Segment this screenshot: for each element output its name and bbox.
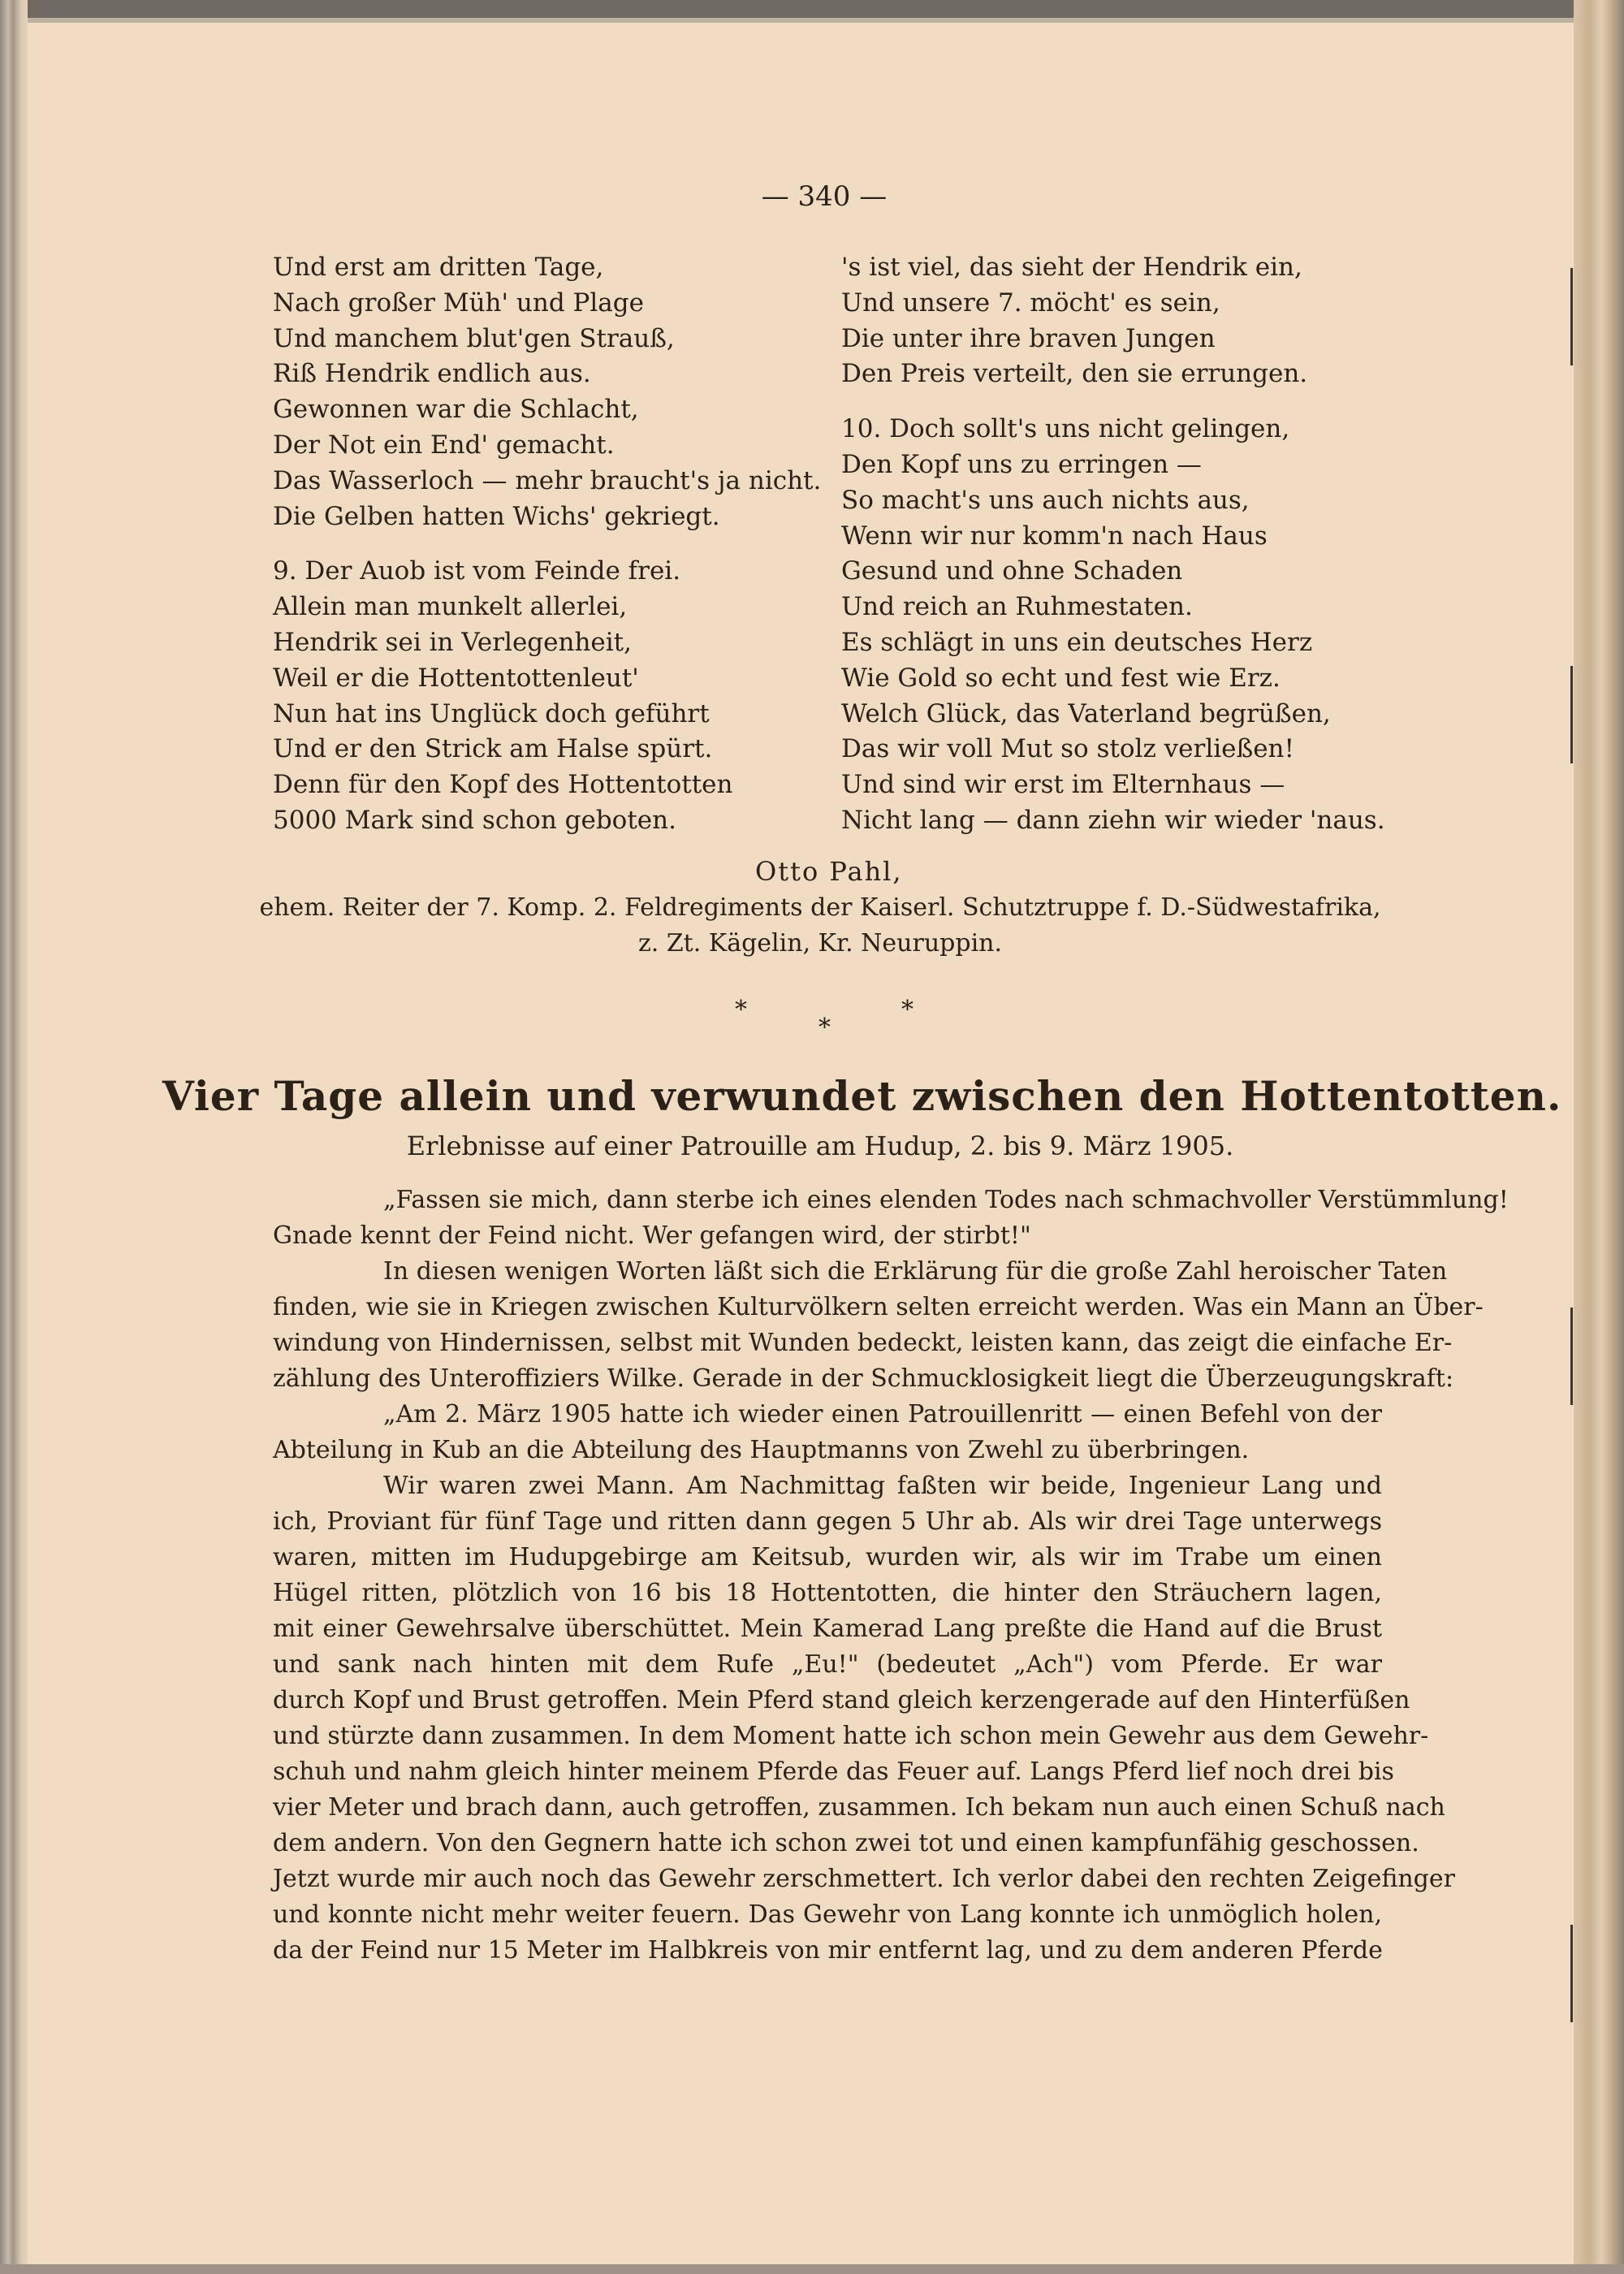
poem-line: Und unsere 7. möcht' es sein, — [841, 287, 1220, 318]
poem-line: Die unter ihre braven Jungen — [841, 323, 1216, 353]
article-line: „Am 2. März 1905 hatte ich wieder einen Patrouillenritt — einen Befehl von der — [383, 1400, 1382, 1429]
poem-line: 10. Doch sollt's uns nicht gelingen, — [841, 414, 1290, 444]
scan-top-border — [0, 0, 1624, 18]
poem-line: Den Preis verteilt, den sie errungen. — [841, 359, 1308, 389]
stanza-gap — [273, 534, 841, 554]
article-line: Gnade kennt der Feind nicht. Wer gefangen wird, der stirbt!" — [273, 1221, 1031, 1250]
article-line: Wir waren zwei Mann. Am Nachmittag faßten wir beide, Ingenieur Lang und — [383, 1472, 1382, 1500]
poem-line: Riß Hendrik endlich aus. — [273, 359, 591, 389]
page-right-edge — [1574, 0, 1624, 2274]
separator-star: * — [735, 996, 747, 1024]
poem-line: Und reich an Ruhmestaten. — [841, 592, 1193, 622]
poem-line: 9. Der Auob ist vom Feinde frei. — [273, 556, 681, 586]
poem-line: Wie Gold so echt und fest wie Erz. — [841, 663, 1281, 693]
poem-line: Das Wasserloch — mehr braucht's ja nicht. — [273, 465, 822, 495]
poem-line: Denn für den Kopf des Hottentotten — [273, 770, 733, 800]
book-spine-edge — [0, 0, 28, 2274]
poem-line: Das wir voll Mut so stolz verließen! — [841, 734, 1294, 764]
article-line: waren, mitten im Hudupgebirge am Keitsub, wurden wir, als wir im Trabe um einen — [273, 1543, 1382, 1571]
article-line: zählung des Unteroffiziers Wilke. Gerade in der Schmucklosigkeit liegt die Überzeugungskraft: — [273, 1364, 1454, 1393]
poem-line: Und er den Strick am Halse spürt. — [273, 734, 713, 764]
poem-line: Nicht lang — dann ziehn wir wieder 'naus. — [841, 805, 1385, 835]
poem-line: Und manchem blut'gen Strauß, — [273, 323, 675, 353]
poem-line: 's ist viel, das sieht der Hendrik ein, — [841, 253, 1302, 282]
poem-line: Hendrik sei in Verlegenheit, — [273, 627, 632, 657]
poem-line: Wenn wir nur komm'n nach Haus — [841, 521, 1268, 551]
poem-line: So macht's uns auch nichts aus, — [841, 485, 1250, 515]
article-line: Abteilung in Kub an die Abteilung des Hauptmanns von Zwehl zu überbringen. — [273, 1436, 1250, 1464]
margin-mark — [1570, 268, 1573, 365]
separator-star: * — [818, 1014, 831, 1042]
article-subtitle: Erlebnisse auf einer Patrouille am Hudup, 2. bis 9. März 1905. — [406, 1131, 1234, 1161]
scan-top-border-light — [0, 18, 1624, 23]
scan-bottom-border — [0, 2264, 1624, 2274]
article-line: Hügel ritten, plötzlich von 16 bis 18 Hottentotten, die hinter den Sträuchern lagen, — [273, 1579, 1382, 1607]
signature-affiliation: ehem. Reiter der 7. Komp. 2. Feldregiments der Kaiserl. Schutztruppe f. D.-Südwestafrika, — [259, 893, 1381, 922]
poem-line: Gesund und ohne Schaden — [841, 556, 1183, 586]
article-line: „Fassen sie mich, dann sterbe ich eines elenden Todes nach schmachvoller Verstümmlung! — [383, 1186, 1509, 1214]
poem-line: Es schlägt in uns ein deutsches Herz — [841, 627, 1313, 657]
article-line: durch Kopf und Brust getroffen. Mein Pferd stand gleich kerzengerade auf den Hinterfüßen — [273, 1686, 1410, 1714]
stanza-gap — [841, 392, 1393, 412]
article-line: vier Meter und brach dann, auch getroffen, zusammen. Ich bekam nun auch einen Schuß nach — [273, 1793, 1445, 1822]
article-line: windung von Hindernissen, selbst mit Wunden bedeckt, leisten kann, das zeigt die einfache Er- — [273, 1329, 1453, 1357]
article-title: Vier Tage allein und verwundet zwischen den Hottentotten. — [162, 1072, 1562, 1120]
margin-mark — [1570, 1308, 1573, 1405]
poem-line: Die Gelben hatten Wichs' gekriegt. — [273, 501, 720, 531]
margin-mark — [1570, 1925, 1573, 2022]
poem-line: Den Kopf uns zu erringen — — [841, 449, 1202, 479]
article-line: und konnte nicht mehr weiter feuern. Das Gewehr von Lang konnte ich unmöglich holen, — [273, 1900, 1382, 1929]
article-line: Jetzt wurde mir auch noch das Gewehr zerschmettert. Ich verlor dabei den rechten Zeigefinger — [273, 1865, 1455, 1893]
poem-line: Gewonnen war die Schlacht, — [273, 395, 639, 425]
article-line: dem andern. Von den Gegnern hatte ich schon zwei tot und einen kampfunfähig geschossen. — [273, 1829, 1419, 1857]
article-line: ich, Proviant für fünf Tage und ritten dann gegen 5 Uhr ab. Als wir drei Tage unterwegs — [273, 1507, 1382, 1536]
poem-line: Nun hat ins Unglück doch geführt — [273, 698, 710, 728]
signature-location: z. Zt. Kägelin, Kr. Neuruppin. — [637, 929, 1003, 958]
poem-line: Der Not ein End' gemacht. — [273, 430, 615, 460]
article-line: mit einer Gewehrsalve überschüttet. Mein Kamerad Lang preßte die Hand auf die Brust — [273, 1615, 1382, 1643]
margin-mark — [1570, 666, 1573, 763]
poem-line: Und sind wir erst im Elternhaus — — [841, 770, 1285, 800]
article-line: und sank nach hinten mit dem Rufe „Eu!" (bedeutet „Ach") vom Pferde. Er war — [273, 1650, 1382, 1679]
poem-line: 5000 Mark sind schon geboten. — [273, 805, 676, 835]
poem-right-column — [841, 250, 1393, 839]
poem-left-column — [273, 250, 841, 839]
article-line: In diesen wenigen Worten läßt sich die Erklärung für die große Zahl heroischer Taten — [383, 1257, 1448, 1286]
poem-line: Und erst am dritten Tage, — [273, 253, 604, 282]
signature-name: Otto Pahl, — [755, 856, 903, 887]
poem-line: Welch Glück, das Vaterland begrüßen, — [841, 698, 1331, 728]
poem-line: Nach großer Müh' und Plage — [273, 287, 644, 318]
article-body — [273, 1182, 1509, 1969]
poem-line: Weil er die Hottentottenleut' — [273, 663, 639, 693]
article-line: und stürzte dann zusammen. In dem Moment hatte ich schon mein Gewehr aus dem Gewehr- — [273, 1722, 1429, 1750]
article-line: schuh und nahm gleich hinter meinem Pferde das Feuer auf. Langs Pferd lief noch drei bis — [273, 1757, 1394, 1786]
separator-star: * — [901, 996, 914, 1024]
page-number: — 340 — — [761, 180, 888, 213]
poem-line: Allein man munkelt allerlei, — [273, 592, 628, 622]
article-line: da der Feind nur 15 Meter im Halbkreis von mir entfernt lag, und zu dem anderen Pferde — [273, 1936, 1383, 1965]
article-line: finden, wie sie in Kriegen zwischen Kulturvölkern selten erreicht werden. Was ein Mann an Über- — [273, 1293, 1484, 1321]
